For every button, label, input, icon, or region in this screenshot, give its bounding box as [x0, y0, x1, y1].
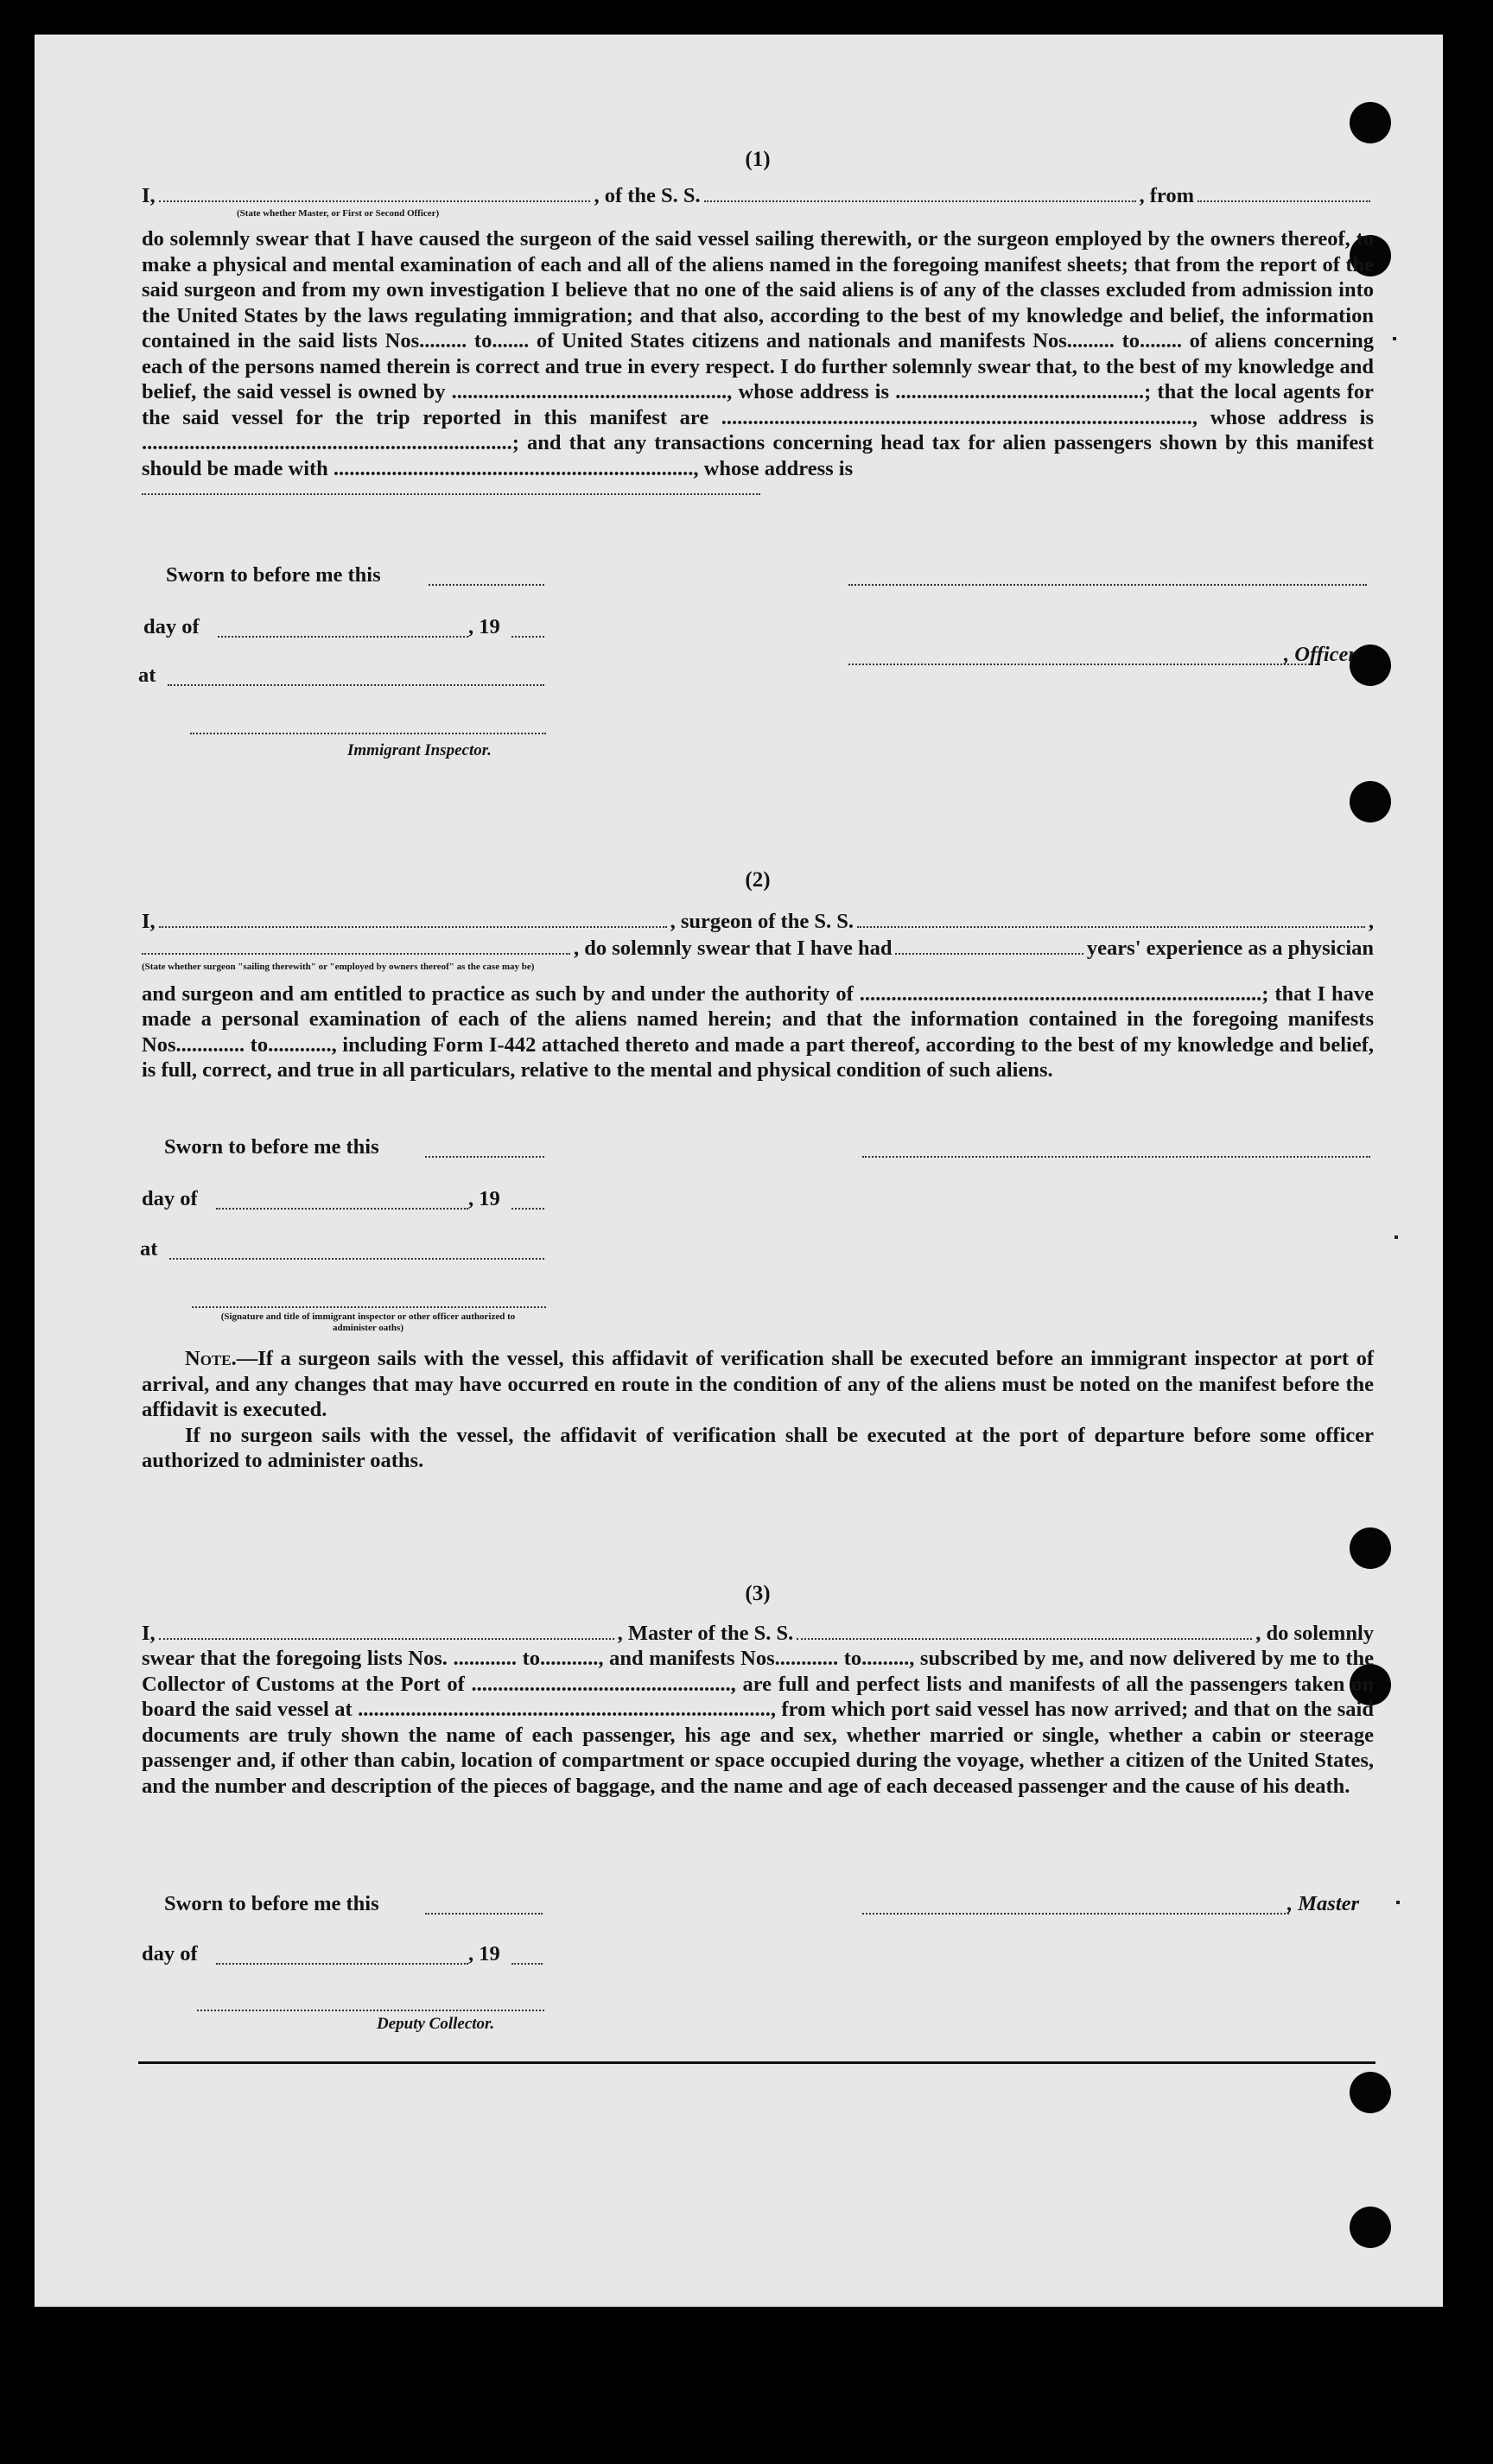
master-of-ss-label: , Master of the S. S. — [617, 1621, 794, 1645]
port-from-field[interactable] — [1198, 183, 1370, 202]
master-line — [142, 1621, 1374, 1647]
address-field[interactable] — [142, 481, 760, 495]
month-field[interactable] — [216, 1963, 468, 1965]
of-ss-label: , of the S. S. — [594, 183, 701, 207]
surgeon-caption: (State whether surgeon "sailing therewith" or "employed by owners thereof" as the case may be) — [142, 961, 535, 972]
punch-hole — [1350, 102, 1391, 143]
punch-hole — [1350, 1527, 1391, 1569]
year-label: , 19 — [468, 1942, 500, 1965]
year-label: , 19 — [468, 1187, 500, 1210]
sworn-date-field[interactable] — [425, 1156, 544, 1158]
speck — [1395, 1235, 1398, 1239]
years-field[interactable] — [895, 936, 1083, 955]
surgeon-signature-field[interactable] — [862, 1156, 1370, 1158]
pronoun-i: I, — [142, 1621, 156, 1645]
master-label: , Master — [1287, 1892, 1360, 1915]
deputy-collector-label: Deputy Collector. — [377, 2015, 495, 2033]
pronoun-i: I, — [142, 909, 156, 933]
day-of-label: day of — [143, 615, 200, 638]
speck — [1393, 337, 1396, 340]
month-field[interactable] — [216, 1208, 468, 1210]
note-text: —If a surgeon sails with the vessel, this affidavit of verification shall be executed before an immigrant inspector at port of arrival, and any changes that may have occurred en route in the condition of any of the aliens must be noted on the manifest before the affidavit is executed. — [142, 1347, 1374, 1421]
affidavit-page — [35, 35, 1443, 2307]
years-label: years' experience as a physician — [1086, 937, 1374, 960]
vessel-name-field[interactable] — [857, 909, 1365, 928]
year-field[interactable] — [511, 636, 544, 638]
section-1-body — [142, 226, 1374, 481]
signature-caption: (Signature and title of immigrant inspector or other officer authorized to administer oaths) — [220, 1311, 516, 1333]
oath-text: do solemnly swear that I have caused the surgeon of the said vessel sailing therewith, or the surgeon employed by the owners thereof, to make a physical and mental examination of each and all of the aliens named in the foregoing manifest sheets; that from the report of the said surgeon and from my own investigation I believe that no one of the said aliens is of any of the classes excluded from admission into the United States by the laws regulating immigration; and that also, according to the best of my knowledge and belief, the information contained in the said lists Nos......... to....... of United States citizens and nationals and manifests Nos......... to........ of aliens concerning each of the persons named therein is correct and true in every respect. I do further solemnly swear that, to the best of my knowledge and belief, the said vessel is owned by ...................................................., whose address is ...............................................; that the local agents for the said vessel for the trip reported in this manifest are ........................................................................................., whose address is ......................................................................; and that any transactions concerning head tax for alien passengers shown by this manifest should be made with ...................................................................., whose address is — [142, 227, 1374, 480]
officer-signature-field[interactable] — [848, 584, 1367, 586]
master-name-field[interactable] — [159, 183, 591, 202]
section-number: (1) — [745, 148, 771, 171]
surgeon-status-field[interactable] — [142, 936, 570, 955]
master-signature-field[interactable] — [862, 1913, 1289, 1915]
master-name-field[interactable] — [159, 1621, 614, 1640]
day-of-label: day of — [142, 1942, 198, 1965]
place-field[interactable] — [168, 684, 544, 686]
surgeon-line: I, , surgeon of the S. S. , — [142, 909, 1374, 933]
immigrant-inspector-label: Immigrant Inspector. — [347, 741, 492, 759]
sworn-label: Sworn to before me this — [164, 1135, 379, 1159]
month-field[interactable] — [218, 636, 468, 638]
sworn-label: Sworn to before me this — [166, 563, 381, 587]
note-label: Note. — [185, 1347, 237, 1370]
at-label: at — [138, 664, 156, 687]
section-3 — [142, 1581, 1374, 1799]
vessel-name-field[interactable] — [797, 1621, 1252, 1640]
sworn-date-field[interactable] — [429, 584, 544, 586]
pronoun-i: I, — [142, 183, 156, 207]
place-field[interactable] — [169, 1258, 544, 1260]
punch-hole — [1350, 2072, 1391, 2113]
solemnly-label: , do solemnly — [1255, 1621, 1374, 1645]
from-label: , from — [1139, 183, 1194, 207]
vessel-name-field[interactable] — [704, 183, 1136, 202]
bottom-rule — [138, 2061, 1375, 2064]
inspector-signature-field[interactable] — [192, 1306, 546, 1308]
year-label: , 19 — [468, 615, 500, 638]
sworn-date-field[interactable] — [425, 1913, 543, 1915]
inspector-signature-field[interactable] — [190, 733, 546, 734]
at-label: at — [140, 1237, 158, 1261]
collector-signature-field[interactable] — [197, 2010, 544, 2011]
swear-label: , do solemnly swear that I have had — [574, 937, 893, 960]
section-2 — [142, 867, 1374, 1083]
note-text-2: If no surgeon sails with the vessel, the affidavit of verification shall be executed at the port of departure before some officer authorized to administer oaths. — [142, 1423, 1374, 1472]
section-number: (2) — [745, 868, 771, 892]
officer-label: , Officer — [1284, 643, 1356, 666]
speck — [1396, 1901, 1400, 1904]
section-1 — [142, 147, 1374, 495]
surgeon-name-field[interactable] — [159, 909, 667, 928]
master-line — [142, 183, 1374, 209]
sworn-label: Sworn to before me this — [164, 1892, 379, 1915]
year-field[interactable] — [511, 1963, 543, 1965]
section-3-body: swear that the foregoing lists Nos. ............ to..........., and manifests Nos............ to........., subscribed by me, and now delivered by me to the Collector of Customs at the Port of ................................................., are full and perfect lists and manifests of all the passengers taken on board the said vessel at .............................................................................., from which port said vessel has now arrived; and that on the said documents are truly shown the name of each passenger, his age and sex, whether married or single, whether a cabin or steerage passenger and, if other than cabin, location of compartment or space occupied during the voyage, whether a citizen of the United States, and the number and description of the pieces of baggage, and the name and age of each deceased passenger and the cause of his death. — [142, 1647, 1374, 1798]
punch-hole — [1350, 2207, 1391, 2248]
officer-title-field[interactable] — [848, 664, 1320, 665]
day-of-label: day of — [142, 1187, 198, 1210]
year-field[interactable] — [511, 1208, 544, 1210]
section-2-body: and surgeon and am entitled to practice as such by and under the authority of ............................................................................; that I have made a personal examination of each of the aliens named herein; and that the information contained in the foregoing manifests Nos............. to............, including Form I-442 attached thereto and made a part thereof, according to the best of my knowledge and belief, is full, correct, and true in all particulars, relative to the mental and physical condition of such aliens. — [142, 981, 1374, 1082]
swear-line — [142, 936, 1374, 962]
note-block — [142, 1346, 1374, 1474]
master-caption: (State whether Master, or First or Second Officer) — [237, 208, 440, 219]
punch-hole — [1350, 781, 1391, 822]
section-number: (3) — [745, 1582, 771, 1605]
surgeon-of-ss-label: , surgeon of the S. S. — [670, 909, 854, 933]
